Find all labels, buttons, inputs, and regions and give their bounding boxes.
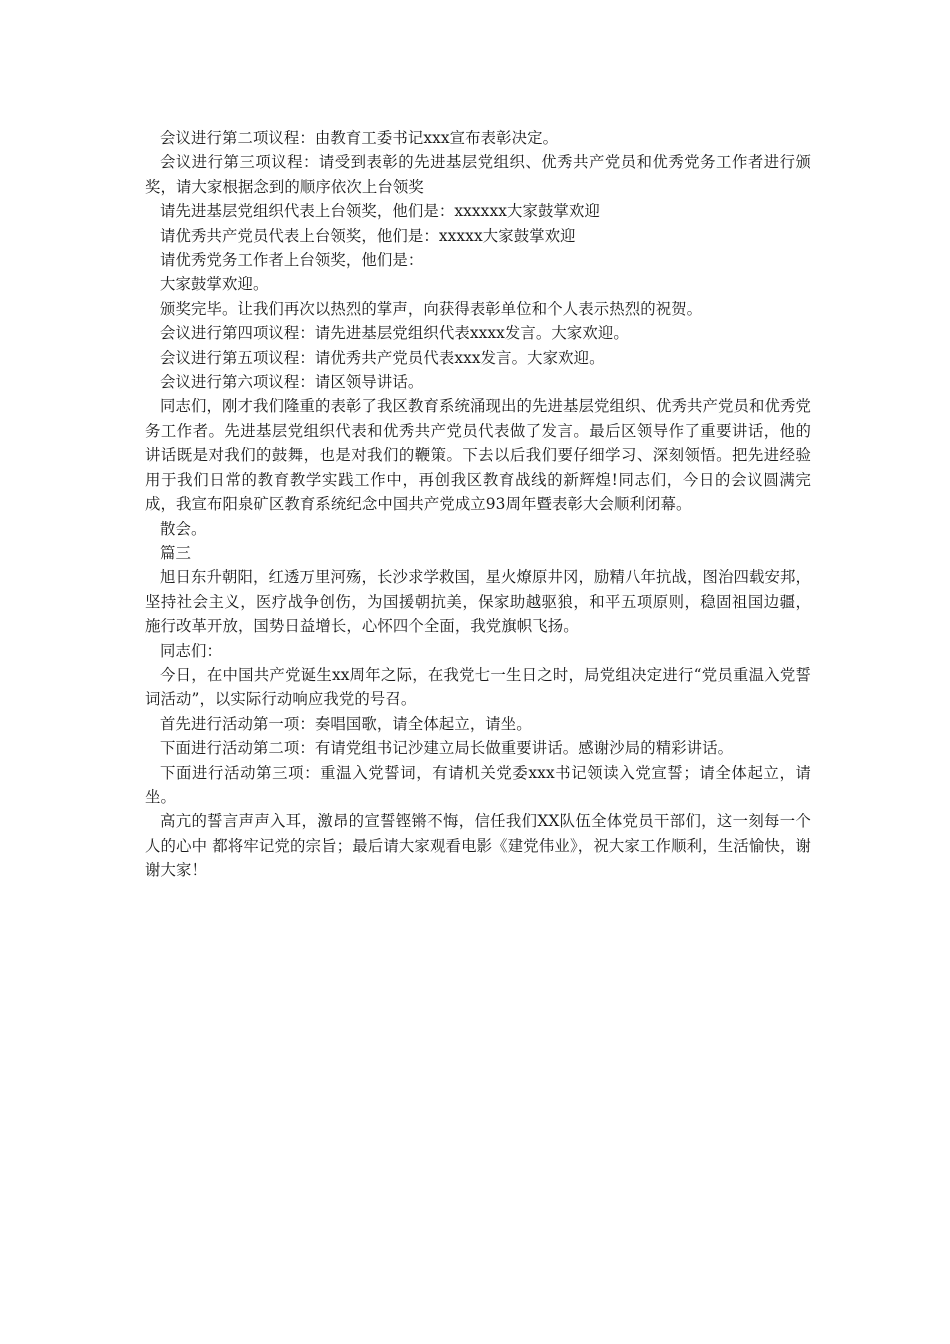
paragraph: 会议进行第六项议程：请区领导讲话。	[160, 373, 424, 392]
section-heading: 篇三	[160, 543, 191, 562]
paragraph: 同志们：	[160, 641, 222, 660]
paragraph: 请优秀共产党员代表上台领奖，他们是：xxxxx大家鼓掌欢迎	[160, 226, 576, 245]
paragraph: 会议进行第三项议程：请受到表彰的先进基层党组织、优秀共产党员和优秀党务工作者进行颁奖，请大家根据念到的顺序依次上台领奖	[145, 153, 811, 196]
paragraph: 会议进行第五项议程：请优秀共产党员代表xxx发言。大家欢迎。	[160, 348, 605, 367]
paragraph: 旭日东升朝阳，红透万里河殇，长沙求学救国，星火燎原井冈，励精八年抗战，图治四载安邦，坚持社会主义，医疗战争创伤，为国援朝抗美，保家助越驱狼，和平五项原则，稳固祖国边疆，施行改革开放，国势日益增长，心怀四个全面，我党旗帜飞扬。	[145, 568, 811, 636]
paragraph: 高亢的誓言声声入耳，激昂的宣誓铿锵不悔，信任我们XX队伍全体党员干部们，这一刻每一个人的心中 都将牢记党的宗旨；最后请大家观看电影《建党伟业》，祝大家工作顺利，生活愉快，谢谢大家！	[145, 812, 811, 880]
paragraph: 下面进行活动第二项：有请党组书记沙建立局长做重要讲话。感谢沙局的精彩讲话。	[160, 739, 734, 758]
paragraph: 大家鼓掌欢迎。	[160, 275, 269, 294]
paragraph: 会议进行第二项议程：由教育工委书记xxx宣布表彰决定。	[160, 129, 559, 147]
paragraph: 首先进行活动第一项：奏唱国歌，请全体起立，请坐。	[160, 714, 532, 733]
paragraph: 请优秀党务工作者上台领奖，他们是：	[160, 251, 424, 270]
paragraph: 颁奖完毕。让我们再次以热烈的掌声，向获得表彰单位和个人表示热烈的祝贺。	[160, 299, 703, 318]
paragraph: 下面进行活动第三项：重温入党誓词，有请机关党委xxx书记领读入党宣誓；请全体起立，请坐。	[145, 763, 811, 806]
paragraph: 散会。	[160, 519, 207, 538]
document-body	[145, 126, 811, 883]
paragraph: 请先进基层党组织代表上台领奖，他们是：xxxxxx大家鼓掌欢迎	[160, 202, 600, 221]
paragraph: 同志们，刚才我们隆重的表彰了我区教育系统涌现出的先进基层党组织、优秀共产党员和优秀党务工作者。先进基层党组织代表和优秀共产党员代表做了发言。最后区领导作了重要讲话，他的讲话既是对我们的鼓舞，也是对我们的鞭策。下去以后我们要仔细学习、深刻领悟。把先进经验用于我们日常的教育教学实践工作中，再创我区教育战线的新辉煌!同志们，今日的会议圆满完成，我宣布阳泉矿区教育系统纪念中国共产党成立93周年暨表彰大会顺利闭幕。	[145, 397, 811, 514]
paragraph: 今日，在中国共产党诞生xx周年之际，在我党七一生日之时，局党组决定进行“党员重温入党誓词活动”，以实际行动响应我党的号召。	[145, 665, 811, 709]
paragraph: 会议进行第四项议程：请先进基层党组织代表xxxx发言。大家欢迎。	[160, 324, 629, 343]
